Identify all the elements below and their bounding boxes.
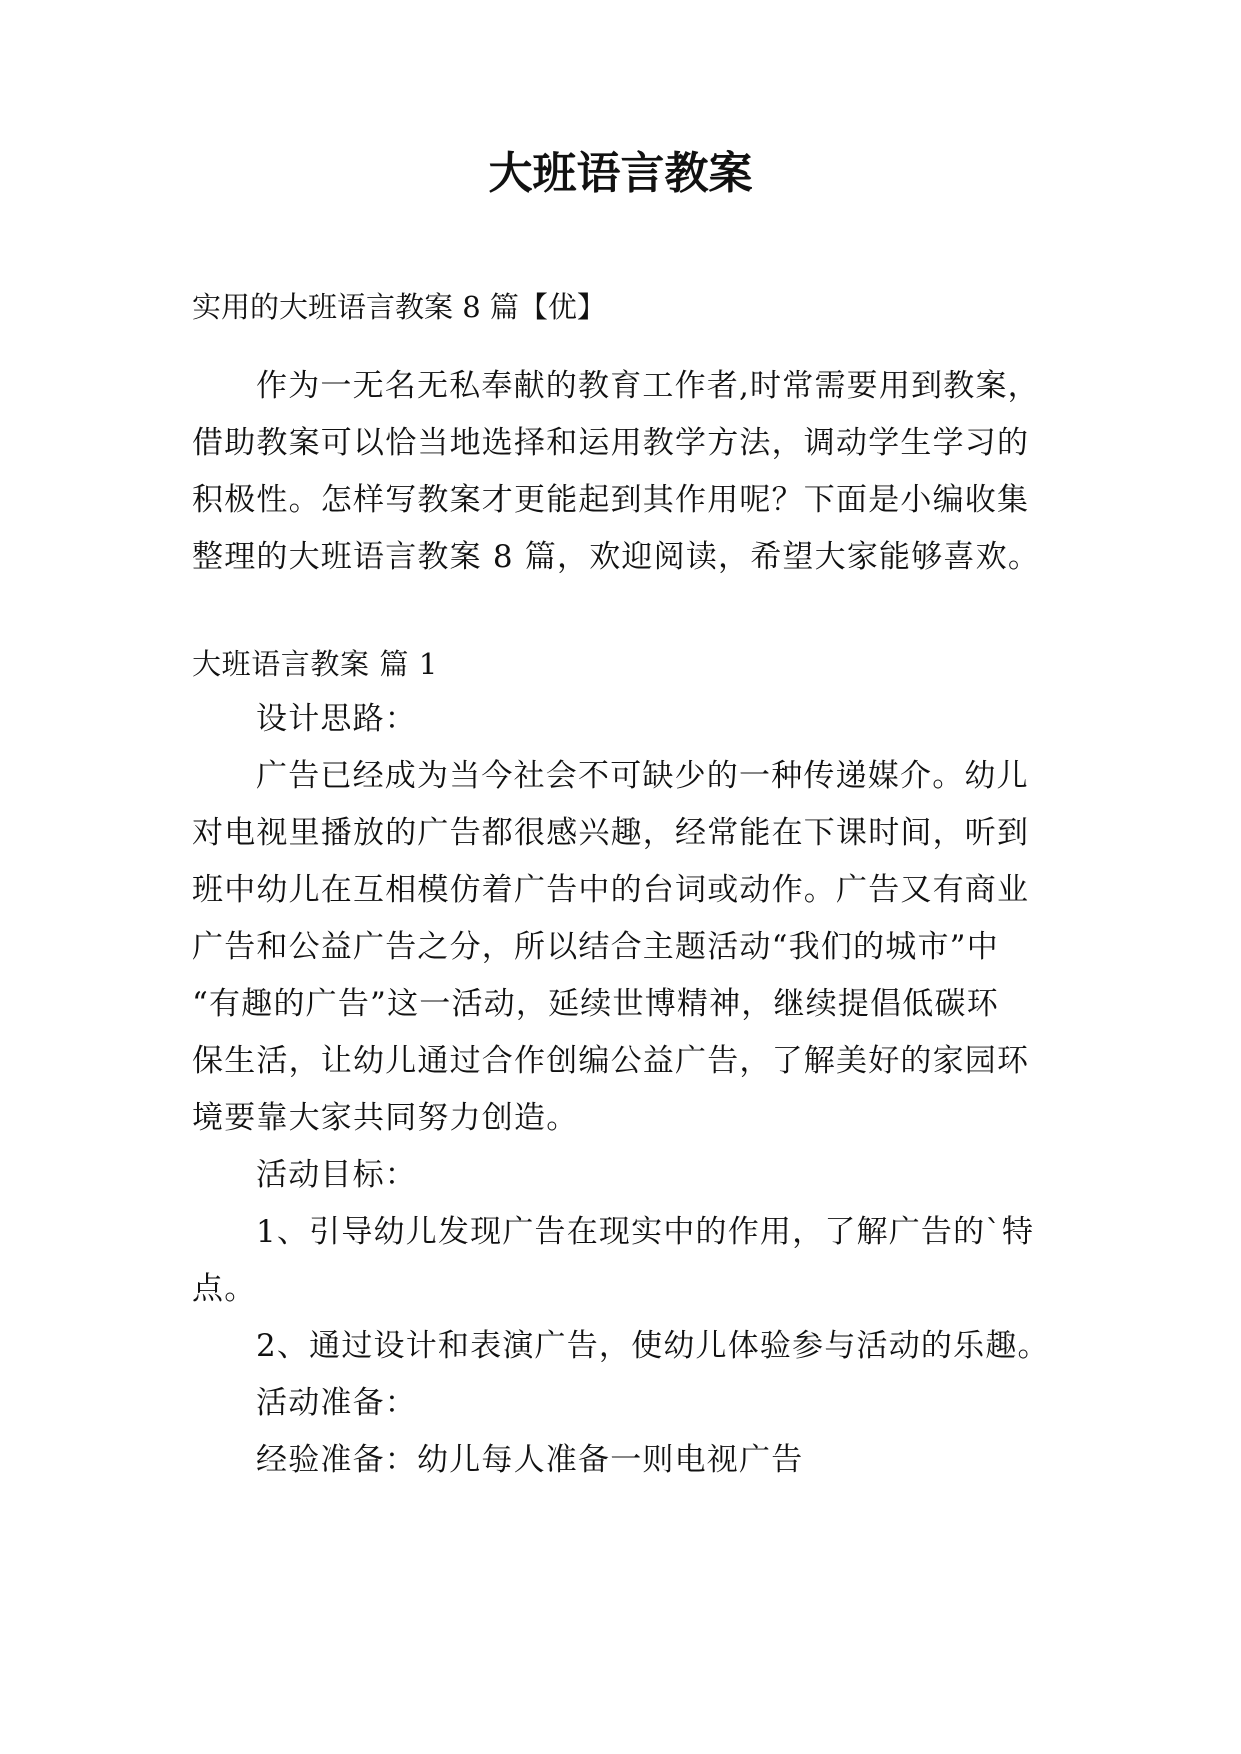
design-line-7: 境要靠大家共同努力创造。 (192, 1100, 579, 1136)
design-line-6: 保生活，让幼儿通过合作创编公益广告，了解美好的家园环 (192, 1043, 1030, 1079)
prep-line: 经验准备：幼儿每人准备一则电视广告 (256, 1442, 804, 1478)
goals-label: 活动目标： (256, 1157, 417, 1193)
intro-line-1: 作为一无名无私奉献的教育工作者,时常需要用到教案， (256, 368, 1040, 404)
goal-line-1: 1、引导幼儿发现广告在现实中的作用，了解广告的`特 (256, 1214, 1035, 1250)
goal-line-3: 2、通过设计和表演广告，使幼儿体验参与活动的乐趣。 (256, 1328, 1050, 1364)
design-line-1: 广告已经成为当今社会不可缺少的一种传递媒介。幼儿 (256, 758, 1029, 794)
design-label: 设计思路： (256, 701, 417, 737)
intro-line-2: 借助教案可以恰当地选择和运用教学方法，调动学生学习的 (192, 425, 1030, 461)
intro-line-3: 积极性。怎样写教案才更能起到其作用呢？下面是小编收集 (192, 482, 1030, 518)
document-title: 大班语言教案 (488, 148, 753, 199)
document-subtitle: 实用的大班语言教案 8 篇【优】 (192, 290, 606, 324)
intro-line-4: 整理的大班语言教案 8 篇，欢迎阅读，希望大家能够喜欢。 (192, 539, 1041, 575)
design-line-4: 广告和公益广告之分，所以结合主题活动“我们的城市”中 (192, 929, 999, 965)
design-line-5: “有趣的广告”这一活动，延续世博精神，继续提倡低碳环 (192, 986, 999, 1022)
design-line-2: 对电视里播放的广告都很感兴趣，经常能在下课时间，听到 (192, 815, 1030, 851)
design-line-3: 班中幼儿在互相模仿着广告中的台词或动作。广告又有商业 (192, 872, 1030, 908)
prep-label: 活动准备： (256, 1385, 417, 1421)
section-heading: 大班语言教案 篇 1 (192, 647, 438, 681)
goal-line-2: 点。 (192, 1271, 257, 1307)
